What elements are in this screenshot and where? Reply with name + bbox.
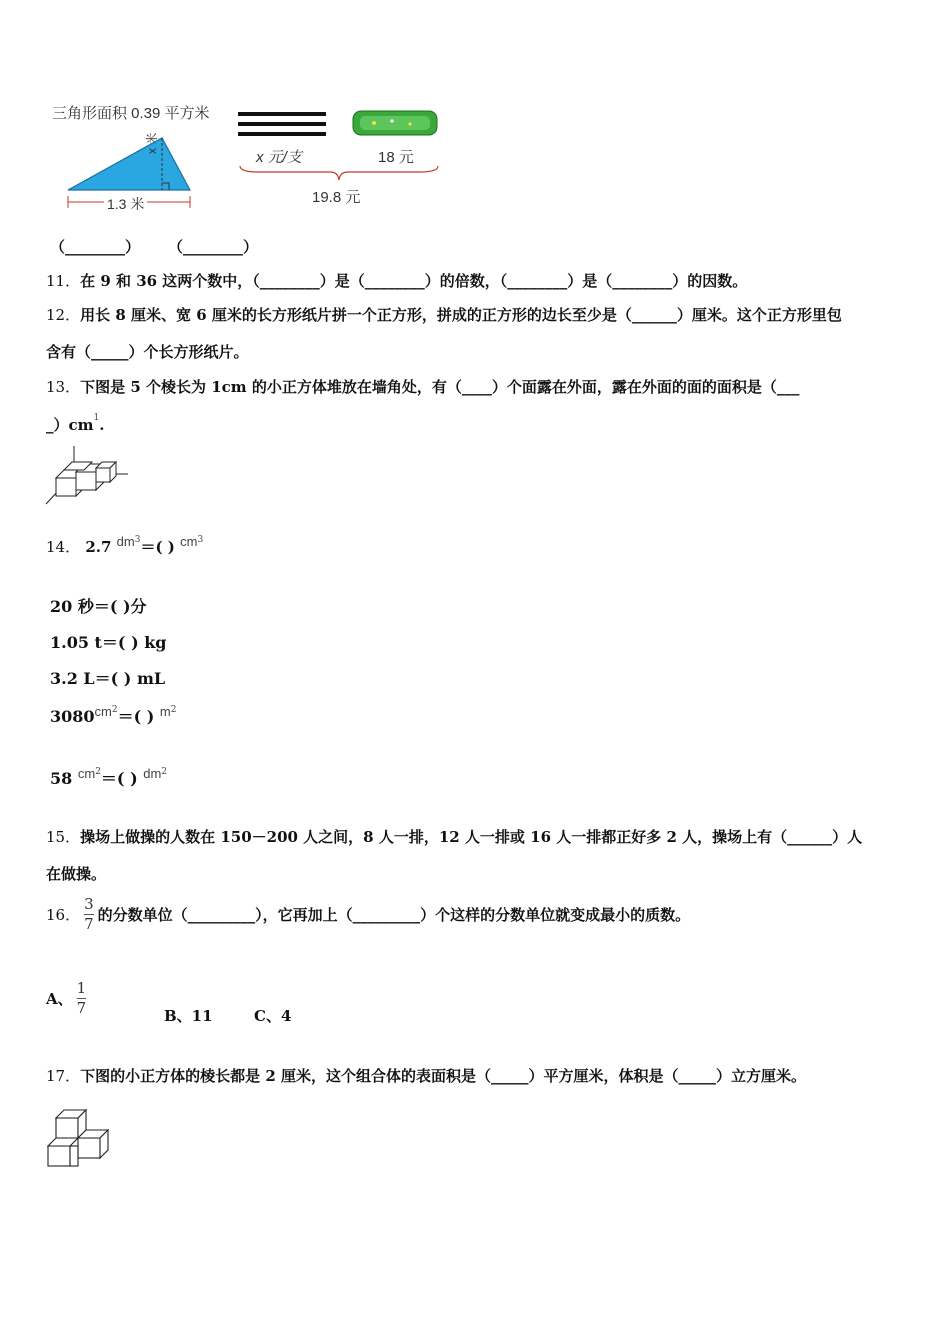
question-text: 下图的小正方体的棱长都是 2 厘米，这个组合体的表面积是（_____）平方厘米，体积是（_____）立方厘米。 xyxy=(80,1067,806,1085)
conversion-row-3: 1.05 t＝( ) kg xyxy=(50,633,167,652)
question-15 xyxy=(46,826,862,847)
triangle-height-label: x 米 xyxy=(145,132,159,154)
question-14: 14． 2.7 $dm^3=$( ) $cm^3$ xyxy=(46,534,204,556)
conversion-row-5: $3080^{cm2}=$( ) $^{m2}$ xyxy=(50,704,177,726)
question-text: 下图是 5 个棱长为 1cm 的小正方体堆放在墙角处，有（____）个面露在外面，露在外面的面的面积是（___ xyxy=(80,378,800,396)
triangle-caption: 三角形面积 0.39 平方米 xyxy=(52,105,210,122)
question-16 xyxy=(46,896,690,933)
pencil-box-icon xyxy=(352,110,438,136)
answer-blank-2: （________） xyxy=(168,238,259,256)
top-figure xyxy=(40,96,460,226)
total-brace xyxy=(238,164,440,184)
question-13 xyxy=(46,376,799,397)
choice-b[interactable]: B、11 xyxy=(164,1007,213,1025)
question-text: 在 9 和 36 这两个数中，（________）是（________）的倍数，（________）是（________）的因数。 xyxy=(80,272,748,290)
question-12-line2: 含有（_____）个长方形纸片。 xyxy=(46,343,249,361)
corner-cubes-figure xyxy=(44,444,134,508)
question-number: 11． xyxy=(46,272,81,290)
question-number: 17． xyxy=(46,1067,81,1085)
question-13-line2: $\_)cm^1$. xyxy=(46,413,105,434)
answer-blank-1: （________） xyxy=(50,238,141,256)
triangle-base-label: 1.3 米 xyxy=(104,194,147,214)
question-15-line2: 在做操。 xyxy=(46,865,107,883)
question-number: 15． xyxy=(46,828,81,846)
question-11 xyxy=(46,270,747,291)
question-text: 的分数单位（_________），它再加上（_________）个这样的分数单位就变成最小的质数。 xyxy=(97,906,691,924)
fraction-three-sevenths: $\frac{3}{7}$ xyxy=(84,895,94,933)
pen-label: x 元/支 xyxy=(256,149,302,166)
question-number: 14． xyxy=(46,538,81,556)
triangle-shape xyxy=(68,138,190,190)
total-label: 19.8 元 xyxy=(312,189,361,206)
choice-c[interactable]: C、4 xyxy=(254,1007,292,1025)
box-label: 18 元 xyxy=(378,149,414,166)
question-text: 用长 8 厘米、宽 6 厘米的长方形纸片拼一个正方形，拼成的正方形的边长至少是（______）厘米。这个正方形里包 xyxy=(80,306,842,324)
question-number: 16． xyxy=(46,906,81,924)
question-17 xyxy=(46,1065,806,1086)
conversion-row-4: 3.2 L＝( ) mL xyxy=(50,669,166,688)
choice-a[interactable]: A、 $\frac{1}{7}$ xyxy=(46,979,87,1017)
question-number: 13． xyxy=(46,378,81,396)
question-text: 操场上做操的人数在 150－200 人之间，8 人一排，12 人一排或 16 人一排都正好多 2 人，操场上有（______）人 xyxy=(80,828,863,846)
question-number: 12． xyxy=(46,306,81,324)
question-12 xyxy=(46,304,842,325)
pen-bundle-icon xyxy=(236,110,328,138)
cube-combination-figure xyxy=(44,1104,114,1172)
fraction-one-seventh: $\frac{1}{7}$ xyxy=(76,979,87,1017)
conversion-row-6: 58 $^{cm2}$＝( ) $^{dm2}$ xyxy=(50,766,168,788)
conversion-row-2: 20 秒＝( )分 xyxy=(50,597,147,616)
